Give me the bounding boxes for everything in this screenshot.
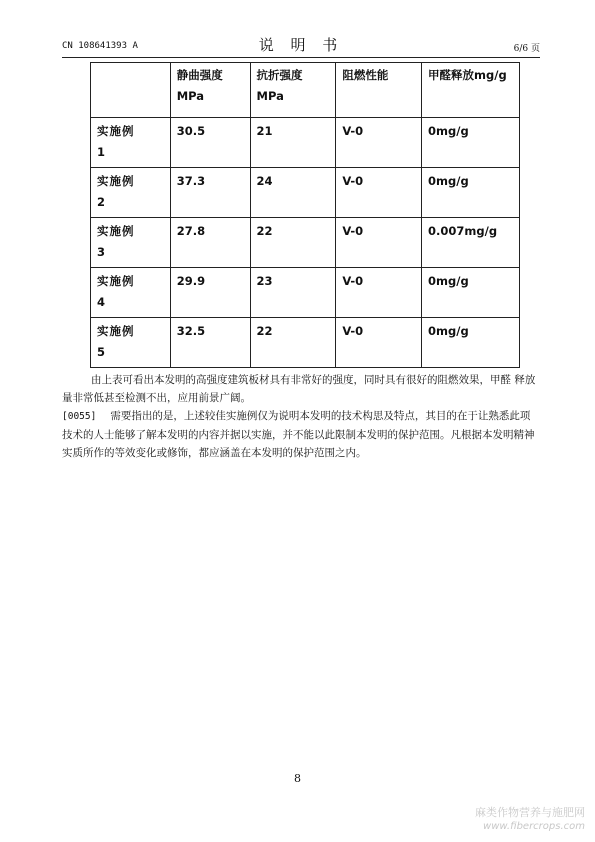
table-cell: V-0 xyxy=(336,318,422,368)
document-title: 说 明 书 xyxy=(258,36,344,54)
table-cell: V-0 xyxy=(336,268,422,318)
table-header-row xyxy=(91,63,520,118)
patent-number: CN 108641393 A xyxy=(62,41,138,51)
table-cell: 22 xyxy=(250,218,336,268)
table-cell: 37.3 xyxy=(170,168,250,218)
table-cell: V-0 xyxy=(336,118,422,168)
page-number: 8 xyxy=(294,772,301,785)
table-row xyxy=(91,118,520,168)
table-header-cell xyxy=(91,63,171,118)
page-header xyxy=(62,30,540,58)
table-cell: 23 xyxy=(250,268,336,318)
table-cell: 32.5 xyxy=(170,318,250,368)
page-indicator: 6/6 页 xyxy=(513,44,540,54)
table-cell: 30.5 xyxy=(170,118,250,168)
table-cell: 0mg/g xyxy=(422,118,520,168)
table-row xyxy=(91,218,520,268)
table-cell: 21 xyxy=(250,118,336,168)
table-header-cell: 静曲强度MPa xyxy=(170,63,250,118)
table-cell: 27.8 xyxy=(170,218,250,268)
table-cell: 29.9 xyxy=(170,268,250,318)
table-header-cell: 甲醛释放mg/g xyxy=(422,63,520,118)
row-label: 实施例 3 xyxy=(91,218,171,268)
watermark xyxy=(425,806,585,834)
header-divider xyxy=(62,57,540,58)
watermark-url: www.fibercrops.com xyxy=(483,821,585,832)
table-header-cell: 抗折强度MPa xyxy=(250,63,336,118)
table-cell: V-0 xyxy=(336,218,422,268)
row-label: 实施例 1 xyxy=(91,118,171,168)
row-label: 实施例 4 xyxy=(91,268,171,318)
paragraph-text: 需要指出的是，上述较佳实施例仅为说明本发明的技术构思及特点，其目的在于让熟悉此项技术的人士能够了解本发明的内容并据以实施，并不能以此限制本发明的保护范围。凡根据本发明精神实质所作的等效变化或修饰，都应涵盖在本发明的保护范围之内。 xyxy=(62,410,535,459)
table-row xyxy=(91,168,520,218)
table-cell: V-0 xyxy=(336,168,422,218)
row-label: 实施例 2 xyxy=(91,168,171,218)
paragraph-number: [0055] xyxy=(62,411,97,422)
table-cell: 0.007mg/g xyxy=(422,218,520,268)
table-row xyxy=(91,318,520,368)
conclusion-paragraph: 由上表可看出本发明的高强度建筑板材具有非常好的强度，同时具有很好的阻燃效果，甲醛 释放量非常低甚至检测不出，应用前景广阔。 xyxy=(62,374,536,404)
table-header-cell: 阻燃性能 xyxy=(336,63,422,118)
table-cell: 0mg/g xyxy=(422,168,520,218)
table-cell: 0mg/g xyxy=(422,318,520,368)
results-table xyxy=(90,62,520,368)
table-cell: 22 xyxy=(250,318,336,368)
table-row xyxy=(91,268,520,318)
watermark-title: 麻类作物营养与施肥网 xyxy=(475,806,585,819)
table-cell: 0mg/g xyxy=(422,268,520,318)
row-label: 实施例 5 xyxy=(91,318,171,368)
paragraph-0055 xyxy=(62,407,540,462)
table-cell: 24 xyxy=(250,168,336,218)
